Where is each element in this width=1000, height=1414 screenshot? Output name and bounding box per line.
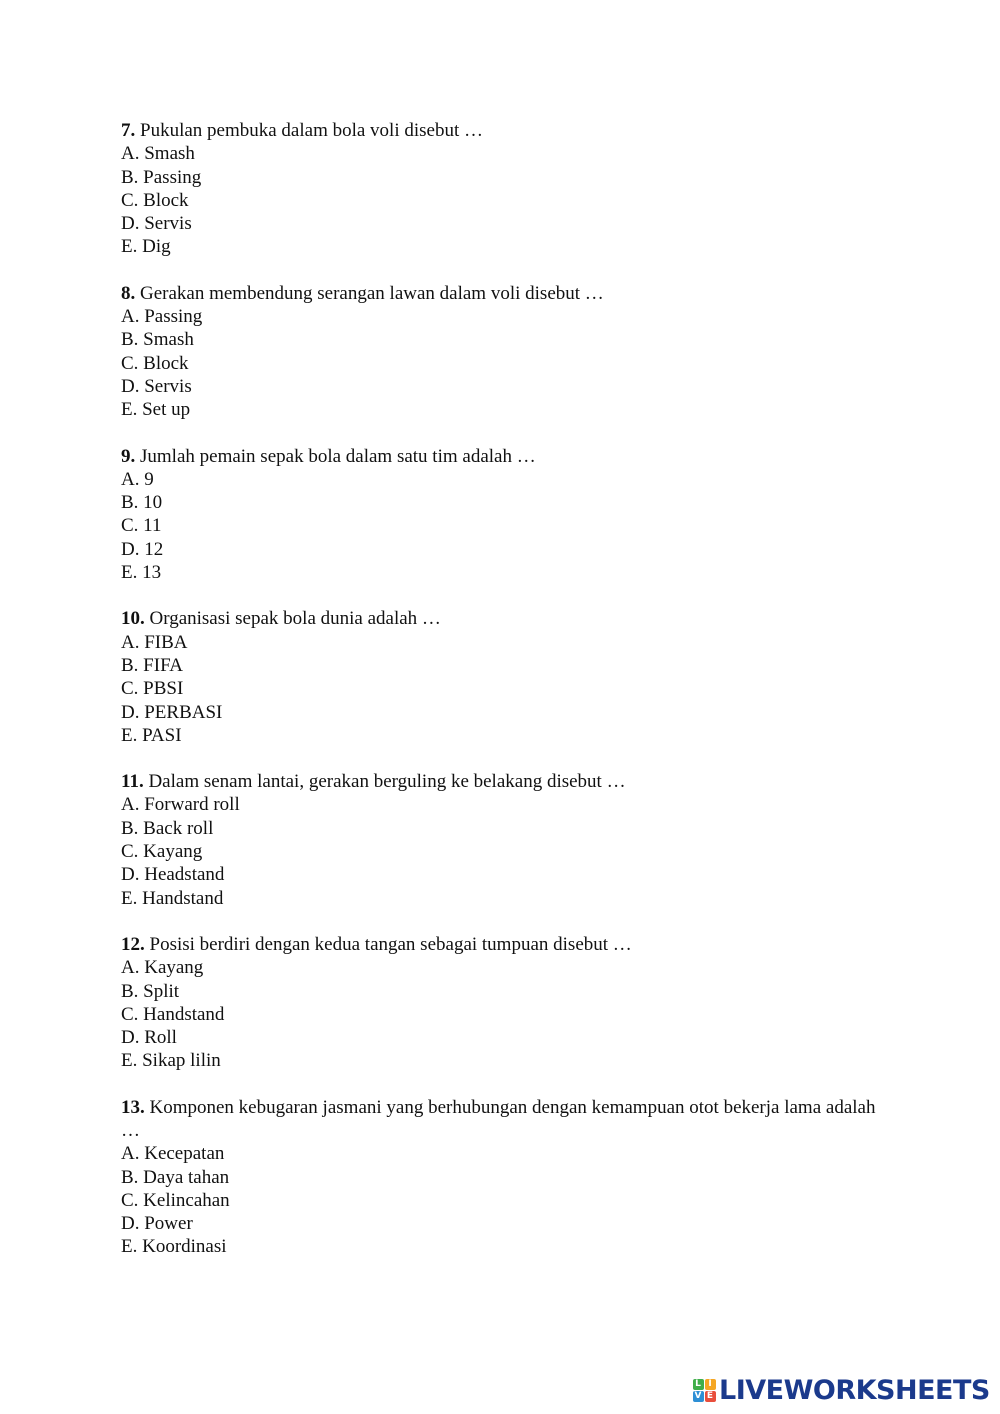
question-9 [121, 445, 881, 585]
worksheet-page [121, 119, 881, 1282]
option-b: B. 10 [121, 492, 163, 514]
option-c: C. Kelincahan [121, 1189, 230, 1211]
logo-mark-tile: L [693, 1379, 704, 1390]
question-13 [121, 1096, 881, 1259]
option-c: C. Block [121, 189, 189, 211]
question-prompt: Komponen kebugaran jasmani yang berhubungan dengan kemampuan otot bekerja lama adalah … [121, 1096, 876, 1141]
option-b: B. Back roll [121, 817, 214, 839]
option-d: D. Servis [121, 375, 192, 397]
question-text [121, 282, 881, 305]
question-number: 9. [121, 445, 136, 467]
question-prompt: Gerakan membendung serangan lawan dalam voli disebut … [140, 282, 604, 304]
question-11 [121, 770, 881, 910]
option-b: B. FIFA [121, 654, 183, 676]
option-c: C. Block [121, 352, 189, 374]
question-text [121, 770, 881, 793]
question-number: 8. [121, 282, 136, 304]
question-number: 13. [121, 1096, 145, 1118]
question-text [121, 119, 881, 142]
liveworksheets-logo-icon [692, 1378, 716, 1402]
question-prompt: Dalam senam lantai, gerakan berguling ke belakang disebut … [148, 771, 626, 793]
question-text [121, 607, 881, 630]
question-7 [121, 119, 881, 259]
question-prompt: Posisi berdiri dengan kedua tangan sebagai tumpuan disebut … [149, 933, 632, 955]
logo-mark-tile: E [705, 1391, 716, 1402]
option-a: A. Kecepatan [121, 1143, 225, 1165]
option-e: E. Set up [121, 399, 191, 421]
question-8 [121, 282, 881, 422]
option-d: D. Roll [121, 1027, 177, 1049]
option-e: E. 13 [121, 562, 162, 584]
option-b: B. Smash [121, 329, 194, 351]
option-a: A. 9 [121, 468, 154, 490]
option-b: B. Passing [121, 166, 202, 188]
option-d: D. Headstand [121, 864, 225, 886]
option-d: D. PERBASI [121, 701, 223, 723]
option-c: C. Kayang [121, 841, 203, 863]
option-c: C. PBSI [121, 678, 184, 700]
option-c: C. 11 [121, 515, 162, 537]
logo-mark-tile: I [705, 1379, 716, 1390]
question-text [121, 1096, 881, 1143]
logo-mark-tile: V [693, 1391, 704, 1402]
option-a: A. Forward roll [121, 794, 240, 816]
question-12 [121, 933, 881, 1073]
liveworksheets-logo[interactable] [692, 1374, 990, 1406]
option-a: A. Kayang [121, 957, 204, 979]
option-e: E. Dig [121, 236, 171, 258]
question-text [121, 445, 881, 468]
question-10 [121, 607, 881, 747]
question-text [121, 933, 881, 956]
option-b: B. Daya tahan [121, 1166, 230, 1188]
option-e: E. PASI [121, 724, 182, 746]
option-e: E. Koordinasi [121, 1236, 227, 1258]
option-a: A. Passing [121, 306, 203, 328]
option-e: E. Handstand [121, 887, 224, 909]
logo-text: LIVEWORKSHEETS [719, 1374, 990, 1406]
question-number: 12. [121, 933, 145, 955]
question-prompt: Pukulan pembuka dalam bola voli disebut … [140, 120, 484, 141]
question-number: 11. [121, 771, 144, 793]
question-prompt: Organisasi sepak bola dunia adalah … [149, 608, 441, 630]
question-prompt: Jumlah pemain sepak bola dalam satu tim adalah … [140, 445, 536, 467]
option-e: E. Sikap lilin [121, 1050, 221, 1072]
option-d: D. Servis [121, 213, 192, 235]
option-d: D. 12 [121, 538, 164, 560]
question-number: 10. [121, 608, 145, 630]
question-number: 7. [121, 120, 136, 141]
option-a: A. FIBA [121, 631, 188, 653]
option-a: A. Smash [121, 143, 195, 165]
option-b: B. Split [121, 980, 180, 1002]
option-c: C. Handstand [121, 1003, 225, 1025]
option-d: D. Power [121, 1213, 193, 1235]
